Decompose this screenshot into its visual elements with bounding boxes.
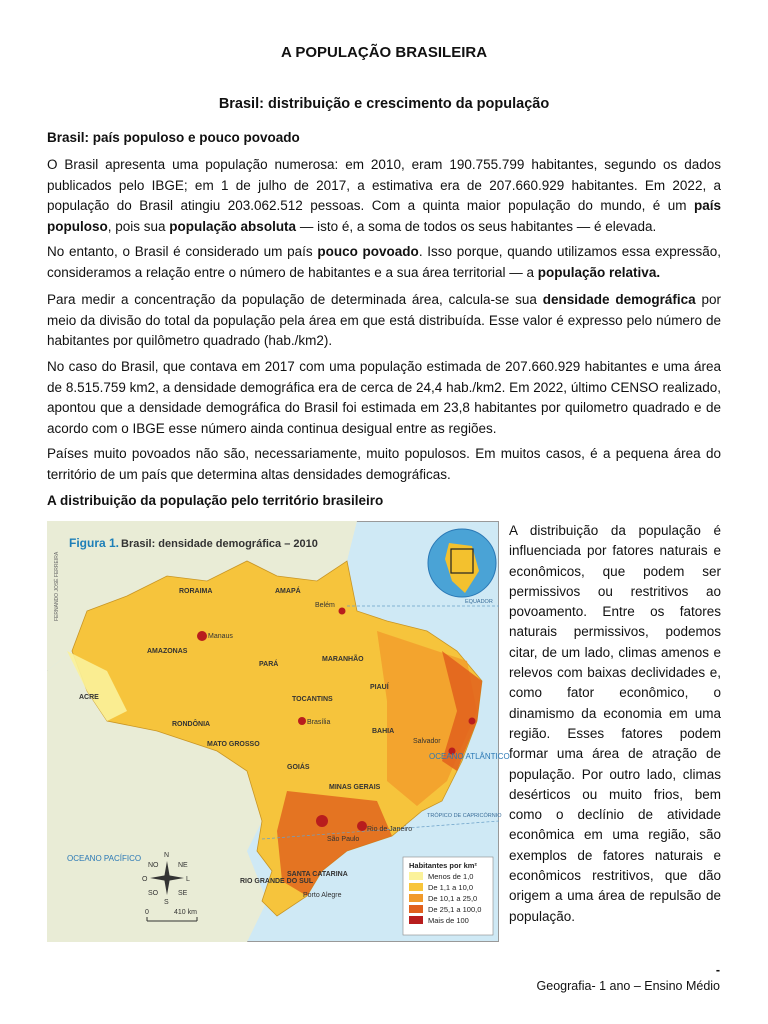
city-label-manaus: Manaus	[208, 633, 233, 640]
city-label-brasilia: Brasília	[307, 719, 331, 726]
paragraph-3: Para medir a concentração da população de determinada área, calcula-se sua densidade demográfica por meio da divisão do total da população pela área em que está distribuída. Esse valor é expresso pelo número de habitantes por quilômetro quadrado (hab./km2).	[47, 292, 722, 348]
state-label-rondonia: RONDÔNIA	[172, 721, 211, 728]
map-legend	[403, 857, 493, 935]
legend-label-5: Mais de 100	[428, 916, 469, 925]
svg-text:L: L	[186, 876, 190, 883]
state-label-mato-grosso: MATO GROSSO	[207, 741, 260, 748]
state-label-acre: ACRE	[79, 694, 99, 701]
page-subtitle: Brasil: distribuição e crescimento da população	[218, 96, 550, 112]
city-label-belem: Belém	[315, 602, 335, 609]
svg-text:SE: SE	[178, 890, 188, 897]
state-label-amapa: AMAPÁ	[275, 588, 301, 595]
figure-title: Brasil: densidade demográfica – 2010	[121, 538, 318, 550]
map-credit: FERNANDO JOSÉ FERREIRA	[54, 551, 60, 621]
state-label-amazonas: AMAZONAS	[147, 648, 188, 655]
footer-text: Geografia- 1 ano – Ensino Médio	[536, 979, 720, 993]
svg-text:NE: NE	[178, 862, 188, 869]
svg-text:SO: SO	[148, 890, 159, 897]
city-marker-manaus	[197, 631, 207, 641]
city-label-porto-alegre: Porto Alegre	[303, 892, 342, 899]
svg-text:NO: NO	[148, 862, 159, 869]
svg-text:O: O	[142, 876, 148, 883]
section-heading-2: A distribuição da população pelo território brasileiro	[47, 493, 384, 508]
legend-label-2: De 1,1 a 10,0	[428, 883, 474, 892]
state-label-minas-gerais: MINAS GERAIS	[329, 784, 381, 791]
paragraph-2: No entanto, o Brasil é considerado um país pouco povoado. Isso porque, quando utilizamos essa expressão, consideramos a relação entre o número de habitantes e a sua área territorial — a população relativa.	[47, 244, 722, 280]
svg-text:N: N	[164, 852, 170, 859]
city-label-salvador: Salvador	[413, 738, 441, 745]
legend-label-3: De 10,1 a 25,0	[428, 894, 478, 903]
ocean-atlantic-label: OCEANO ATLÂNTICO	[429, 752, 510, 761]
state-label-roraima: RORAIMA	[179, 588, 213, 595]
footer-dash: -	[715, 963, 720, 977]
page-title: A POPULAÇÃO BRASILEIRA	[280, 44, 488, 61]
svg-text:0: 0	[145, 909, 149, 916]
city-marker-recife	[469, 718, 476, 725]
city-label-rio: Rio de Janeiro	[367, 826, 413, 833]
density-map-figure	[47, 521, 510, 942]
section-heading-1: Brasil: país populoso e pouco povoado	[47, 130, 300, 145]
legend-swatch-1	[409, 872, 423, 880]
paragraph-1: O Brasil apresenta uma população numerosa: em 2010, eram 190.755.799 habitantes, segundo os dados publicados pelo IBGE; em 1 de julho de 2017, a estimativa era de 207.660.929 habitantes. Em 2022, a população do Brasil atingiu 203.062.512 pessoas. Com a quinta maior população do mundo, é um país populoso, pois sua população absoluta — isto é, a soma de todos os seus habitantes — é elevada.	[47, 157, 721, 234]
paragraph-4: No caso do Brasil, que contava em 2017 com uma população estimada de 207.660.929 habitantes e uma área de 8.515.759 km2, a densidade demográfica era de cerca de 24,4 hab./km2. Em 2022, último CENSO realizado, apontou que a densidade demográfica do Brasil foi estimada em 23,8 habitantes por quilometro quadrado e de acordo com o IBGE esse número ainda continua desigual entre as regiões.	[47, 359, 721, 436]
legend-label-1: Menos de 1,0	[428, 872, 474, 881]
legend-swatch-3	[409, 894, 423, 902]
city-label-sao-paulo: São Paulo	[327, 836, 360, 843]
svg-text:410 km: 410 km	[174, 909, 197, 916]
state-label-rio-grande-do-sul: RIO GRANDE DO SUL	[240, 878, 314, 885]
legend-swatch-4	[409, 905, 423, 913]
state-label-goias: GOIÁS	[287, 764, 310, 771]
state-label-para: PARÁ	[259, 661, 279, 668]
city-marker-brasilia	[298, 717, 306, 725]
paragraph-5: Países muito povoados não são, necessariamente, muito populosos. Em muitos casos, é a pequena área do território de um país que determina altas densidades demográficas.	[47, 446, 721, 482]
tropic-label: TRÓPICO DE CAPRICÓRNIO	[427, 813, 502, 819]
ocean-pacific-label: OCEANO PACÍFICO	[67, 854, 142, 863]
legend-label-4: De 25,1 a 100,0	[428, 905, 482, 914]
state-label-tocantins: TOCANTINS	[292, 696, 333, 703]
state-label-bahia: BAHIA	[372, 728, 395, 735]
page-footer	[537, 963, 720, 993]
city-marker-sao-paulo	[316, 815, 328, 827]
side-paragraph: A distribuição da população é influenciada por fatores naturais e econômicos, que podem ser permissivos ou restritivos ao povoamento. Entre os fatores naturais permissivos, podemos citar, de um lado, climas amenos e relevos com baixas declividades e, como fator econômico, o dinamismo da economia em uma região. Esses fatores podem formar uma área de atração de população. Por outro lado, climas desérticos ou muito frios, bem como o declínio de atividade econômica em uma região, são exemplos de fatores naturais e econômicos restritivos, que dão origem a uma área de repulsão de população.	[509, 523, 721, 924]
equator-label: EQUADOR	[465, 599, 493, 605]
city-marker-belem	[339, 608, 346, 615]
legend-swatch-2	[409, 883, 423, 891]
svg-text:S: S	[164, 899, 169, 906]
city-marker-rio	[357, 821, 367, 831]
legend-swatch-5	[409, 916, 423, 924]
state-label-santa-catarina: SANTA CATARINA	[287, 871, 348, 878]
state-label-maranhao: MARANHÃO	[322, 656, 364, 663]
figure-label: Figura 1.	[69, 536, 120, 550]
state-label-piaui: PIAUÍ	[370, 684, 389, 691]
legend-title: Habitantes por km²	[409, 861, 477, 870]
